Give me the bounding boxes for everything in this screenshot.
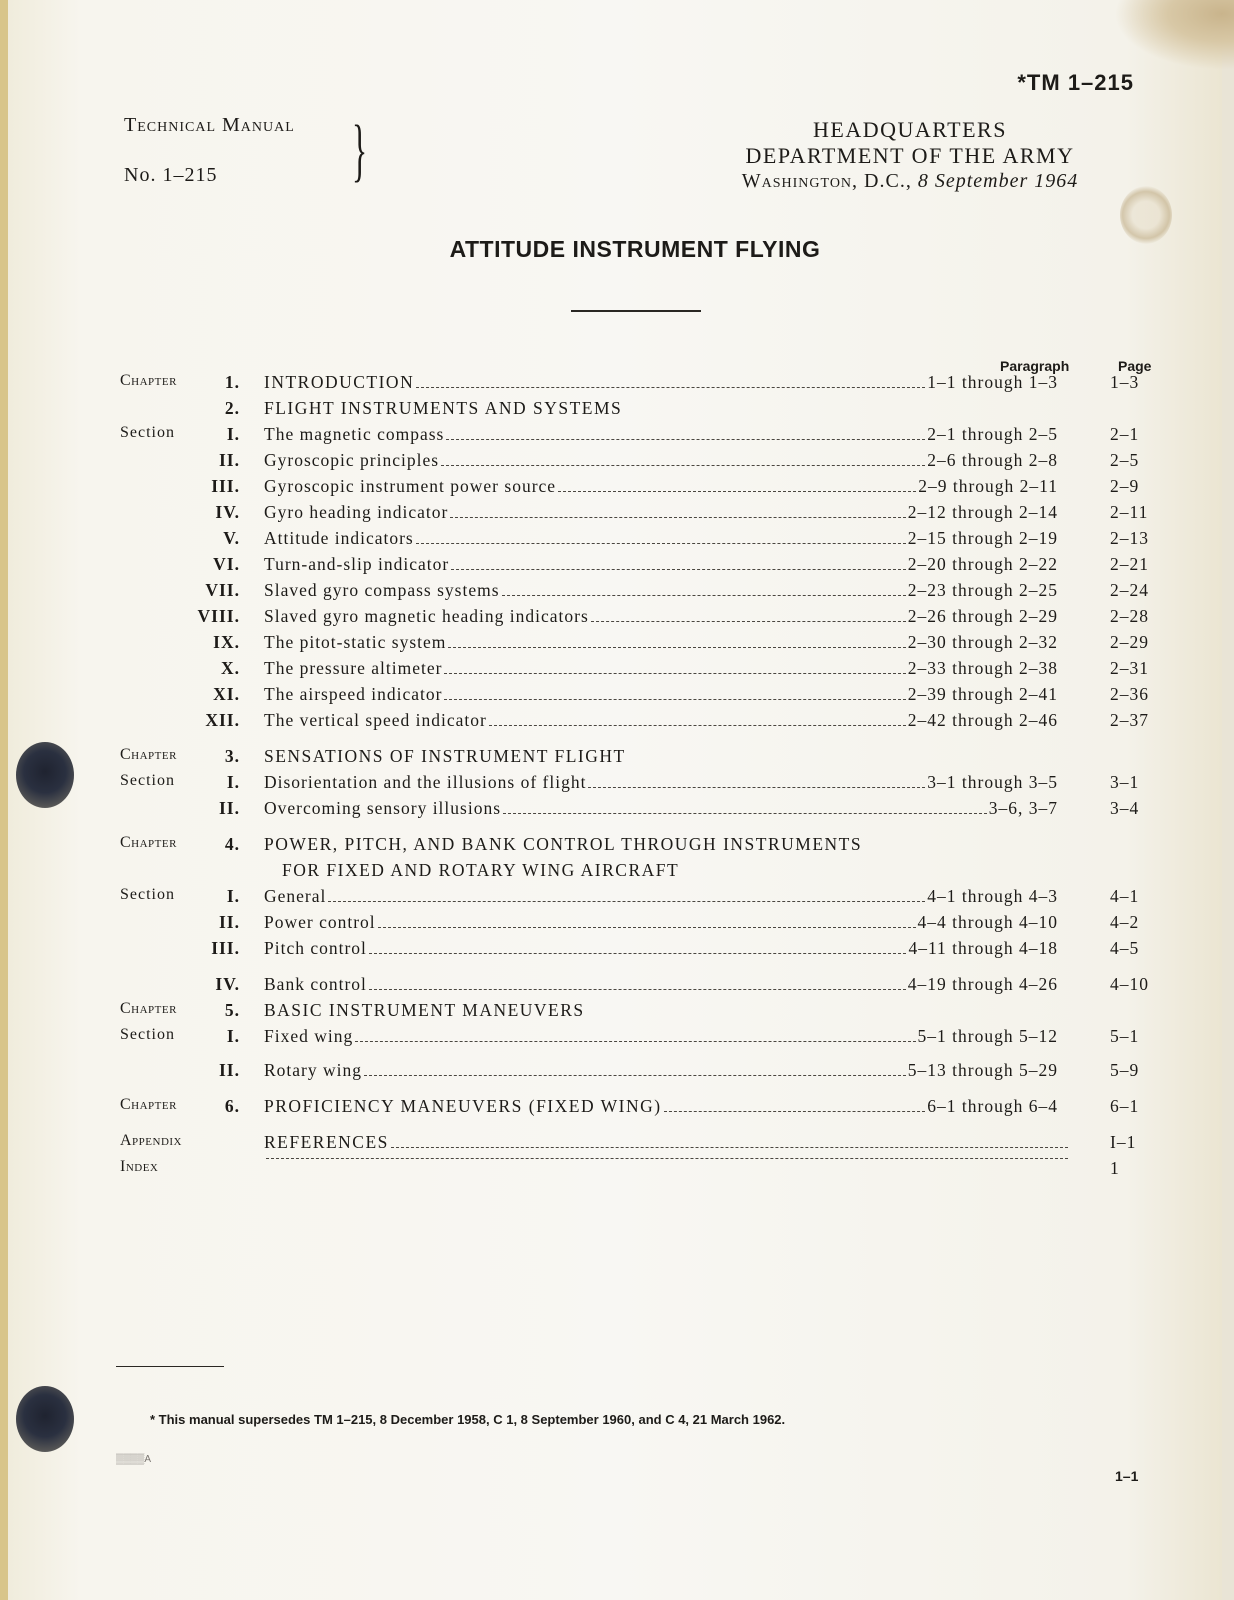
toc-row-entry bbox=[264, 476, 1058, 497]
toc-row-title: SENSATIONS OF INSTRUMENT FLIGHT bbox=[264, 746, 626, 766]
toc-row bbox=[0, 1096, 1234, 1120]
toc-row-title: FLIGHT INSTRUMENTS AND SYSTEMS bbox=[264, 398, 623, 418]
toc-row-title: REFERENCES bbox=[264, 1132, 389, 1152]
toc-row-number: II. bbox=[219, 798, 240, 818]
toc-row-entry bbox=[264, 710, 1058, 731]
toc-row-entry bbox=[264, 1158, 1070, 1164]
toc-row-kind: Chapter bbox=[120, 1000, 177, 1017]
toc-row-title: The vertical speed indicator bbox=[264, 710, 487, 730]
dot-leader bbox=[369, 989, 906, 990]
toc-row-page: 3–4 bbox=[1110, 798, 1140, 818]
toc-row-kind: Chapter bbox=[120, 372, 177, 389]
toc-row-paragraphs: 4–19 through 4–26 bbox=[907, 974, 1058, 994]
toc-row-page: 2–9 bbox=[1110, 476, 1140, 496]
toc-row-paragraphs: 4–4 through 4–10 bbox=[917, 912, 1058, 932]
department-line: DEPARTMENT OF THE ARMY bbox=[745, 143, 1075, 168]
toc-row-title: The airspeed indicator bbox=[264, 684, 443, 704]
corner-stain bbox=[1114, 0, 1234, 70]
toc-row-title: Pitch control bbox=[264, 938, 367, 958]
toc-row-kind: Chapter bbox=[120, 834, 177, 851]
toc-row-kind: Chapter bbox=[120, 1096, 177, 1113]
toc-row-entry bbox=[264, 798, 1058, 819]
toc-row-kind: Section bbox=[120, 424, 175, 441]
toc-row-number: 5. bbox=[224, 1000, 240, 1020]
toc-row-paragraphs: 2–15 through 2–19 bbox=[907, 528, 1058, 548]
toc-row-title: INTRODUCTION bbox=[264, 372, 415, 392]
toc-row-page: 2–1 bbox=[1110, 424, 1140, 444]
column-header-paragraph: Paragraph bbox=[1000, 358, 1070, 374]
dot-leader bbox=[664, 1111, 926, 1112]
toc-row-number: 6. bbox=[224, 1096, 240, 1116]
toc-row bbox=[0, 1060, 1234, 1084]
toc-row-number: I. bbox=[226, 772, 240, 792]
toc-row-entry bbox=[264, 606, 1058, 627]
toc-row-paragraphs: 2–9 through 2–11 bbox=[918, 476, 1058, 496]
toc-row-title: Overcoming sensory illusions bbox=[264, 798, 502, 818]
dot-leader bbox=[369, 953, 907, 954]
toc-row-title: Rotary wing bbox=[264, 1060, 363, 1080]
toc-row-entry bbox=[264, 502, 1058, 523]
toc-row-entry bbox=[264, 1026, 1058, 1047]
issue-date: 8 September 1964 bbox=[917, 170, 1079, 192]
toc-row-number: V. bbox=[223, 528, 240, 548]
toc-row bbox=[0, 1158, 1234, 1182]
dot-leader bbox=[328, 901, 925, 902]
toc-row-page: 2–5 bbox=[1110, 450, 1140, 470]
toc-row-number: III. bbox=[211, 938, 240, 958]
manual-number: No. 1–215 bbox=[124, 164, 218, 186]
toc-row-page: 2–36 bbox=[1110, 684, 1149, 704]
toc-row-number: XII. bbox=[205, 710, 240, 730]
location-date-line bbox=[700, 170, 1120, 193]
toc-row-title: Gyroscopic principles bbox=[264, 450, 440, 470]
toc-row-page: 6–1 bbox=[1110, 1096, 1140, 1116]
toc-row-number: I. bbox=[226, 1026, 240, 1046]
toc-row-page: 2–24 bbox=[1110, 580, 1149, 600]
toc-row-paragraphs: 2–1 through 2–5 bbox=[927, 424, 1058, 444]
toc-row bbox=[0, 476, 1234, 500]
toc-row bbox=[0, 424, 1234, 448]
toc-row-title: Gyroscopic instrument power source bbox=[264, 476, 557, 496]
dot-leader bbox=[558, 491, 916, 492]
dot-leader bbox=[416, 543, 906, 544]
toc-row-number: 3. bbox=[224, 746, 240, 766]
toc-row-entry bbox=[264, 912, 1058, 933]
toc-row bbox=[0, 746, 1234, 770]
toc-row-number: IX. bbox=[213, 632, 240, 652]
toc-row-number: 2. bbox=[224, 398, 240, 418]
toc-row-entry bbox=[264, 746, 1070, 767]
brace-mark: } bbox=[352, 112, 368, 189]
toc-row-entry bbox=[264, 450, 1058, 471]
location: Washington, D.C., bbox=[741, 170, 912, 192]
toc-row-kind: Section bbox=[120, 1026, 175, 1043]
toc-row-number: IV. bbox=[215, 974, 240, 994]
dot-leader bbox=[355, 1041, 915, 1042]
toc-row-title: Bank control bbox=[264, 974, 367, 994]
toc-row-page: 4–1 bbox=[1110, 886, 1140, 906]
toc-row bbox=[0, 798, 1234, 822]
footnote: * This manual supersedes TM 1–215, 8 December 1958, C 1, 8 September 1960, and C 4, 21 March 1962. bbox=[150, 1412, 786, 1427]
footnote-rule bbox=[116, 1366, 224, 1367]
document-title: ATTITUDE INSTRUMENT FLYING bbox=[449, 236, 821, 262]
print-code-mark: ▒▒▒▒A bbox=[116, 1454, 152, 1465]
toc-row-number: II. bbox=[219, 450, 240, 470]
toc-row-entry bbox=[264, 658, 1058, 679]
binder-hole-lower bbox=[16, 1386, 74, 1452]
toc-row-paragraphs: 2–30 through 2–32 bbox=[907, 632, 1058, 652]
toc-row-paragraphs: 2–6 through 2–8 bbox=[927, 450, 1058, 470]
toc-row bbox=[0, 528, 1234, 552]
toc-row-entry bbox=[264, 372, 1058, 393]
dot-leader bbox=[502, 595, 906, 596]
title-rule bbox=[571, 310, 701, 312]
toc-row-paragraphs: 2–26 through 2–29 bbox=[907, 606, 1058, 626]
toc-row bbox=[0, 1026, 1234, 1050]
toc-row-number: XI. bbox=[213, 684, 240, 704]
toc-row-title: Fixed wing bbox=[264, 1026, 354, 1046]
dot-leader bbox=[489, 725, 906, 726]
toc-row-title: Attitude indicators bbox=[264, 528, 414, 548]
toc-row-entry bbox=[264, 772, 1058, 793]
toc-row bbox=[0, 772, 1234, 796]
toc-row-entry bbox=[264, 1132, 1070, 1153]
dot-leader bbox=[364, 1075, 906, 1076]
toc-row bbox=[0, 912, 1234, 936]
toc-row-paragraphs: 2–12 through 2–14 bbox=[907, 502, 1058, 522]
toc-row-title: Slaved gyro magnetic heading indicators bbox=[264, 606, 589, 626]
toc-row-entry bbox=[264, 1096, 1058, 1117]
toc-row-kind: Index bbox=[120, 1158, 159, 1175]
toc-row-entry bbox=[264, 1060, 1058, 1081]
toc-row bbox=[0, 1132, 1234, 1156]
toc-row bbox=[0, 606, 1234, 630]
toc-row bbox=[0, 372, 1234, 396]
toc-row-title: Disorientation and the illusions of flight bbox=[264, 772, 587, 792]
toc-row bbox=[0, 632, 1234, 656]
toc-row-entry bbox=[264, 528, 1058, 549]
dot-leader bbox=[441, 465, 925, 466]
toc-row-paragraphs: 4–1 through 4–3 bbox=[927, 886, 1058, 906]
toc-row-page: I–1 bbox=[1110, 1132, 1137, 1152]
dot-leader bbox=[503, 813, 987, 814]
dot-leader bbox=[391, 1147, 1068, 1148]
toc-row-paragraphs: 6–1 through 6–4 bbox=[927, 1096, 1058, 1116]
toc-row bbox=[0, 554, 1234, 578]
toc-row-paragraphs: 5–1 through 5–12 bbox=[917, 1026, 1058, 1046]
toc-row-title: The magnetic compass bbox=[264, 424, 445, 444]
toc-row-title: POWER, PITCH, AND BANK CONTROL THROUGH INSTRUMENTS bbox=[264, 834, 863, 854]
toc-row bbox=[0, 684, 1234, 708]
toc-row-page: 2–29 bbox=[1110, 632, 1149, 652]
toc-row-paragraphs: 2–20 through 2–22 bbox=[907, 554, 1058, 574]
dot-leader bbox=[450, 517, 905, 518]
toc-row-page: 1 bbox=[1110, 1158, 1120, 1178]
toc-row-paragraphs: 2–23 through 2–25 bbox=[907, 580, 1058, 600]
toc-row bbox=[0, 658, 1234, 682]
toc-row-entry bbox=[264, 554, 1058, 575]
toc-row-number: 4. bbox=[224, 834, 240, 854]
toc-row-paragraphs: 4–11 through 4–18 bbox=[908, 938, 1058, 958]
toc-row-page: 4–10 bbox=[1110, 974, 1149, 994]
toc-row bbox=[0, 974, 1234, 998]
toc-row-page: 2–21 bbox=[1110, 554, 1149, 574]
toc-row bbox=[0, 580, 1234, 604]
toc-row-paragraphs: 2–42 through 2–46 bbox=[907, 710, 1058, 730]
toc-row-page: 2–11 bbox=[1110, 502, 1149, 522]
toc-row-entry bbox=[264, 1000, 1070, 1021]
toc-row-entry bbox=[264, 886, 1058, 907]
toc-row-number: II. bbox=[219, 1060, 240, 1080]
toc-row-entry bbox=[264, 580, 1058, 601]
toc-row-entry bbox=[264, 834, 1070, 855]
toc-row-page: 2–28 bbox=[1110, 606, 1149, 626]
dot-leader bbox=[451, 569, 906, 570]
toc-row-title: Turn-and-slip indicator bbox=[264, 554, 450, 574]
toc-row bbox=[0, 860, 1234, 884]
toc-row bbox=[0, 502, 1234, 526]
toc-row-number: I. bbox=[226, 886, 240, 906]
toc-row-number: III. bbox=[211, 476, 240, 496]
toc-row-entry bbox=[282, 860, 1088, 881]
tm-number: *TM 1–215 bbox=[1017, 70, 1134, 95]
toc-row-page: 1–3 bbox=[1110, 372, 1140, 392]
toc-row-number: VI. bbox=[213, 554, 240, 574]
toc-row bbox=[0, 1000, 1234, 1024]
headquarters-line: HEADQUARTERS bbox=[813, 117, 1007, 142]
toc-row-kind: Section bbox=[120, 772, 175, 789]
page-number: 1–1 bbox=[1115, 1468, 1139, 1484]
toc-row-page: 2–37 bbox=[1110, 710, 1149, 730]
toc-row bbox=[0, 710, 1234, 734]
toc-row-entry bbox=[264, 398, 1070, 419]
toc-row bbox=[0, 938, 1234, 962]
toc-row-number: VIII. bbox=[197, 606, 240, 626]
toc-row-page: 2–31 bbox=[1110, 658, 1149, 678]
toc-row-paragraphs: 2–33 through 2–38 bbox=[907, 658, 1058, 678]
dot-leader bbox=[266, 1158, 1068, 1159]
toc-row-page: 5–1 bbox=[1110, 1026, 1140, 1046]
toc-row-title: FOR FIXED AND ROTARY WING AIRCRAFT bbox=[282, 860, 680, 880]
toc-row-page: 4–2 bbox=[1110, 912, 1140, 932]
toc-row-title: General bbox=[264, 886, 327, 906]
toc-row-title: Power control bbox=[264, 912, 376, 932]
technical-manual-label: Technical Manual bbox=[124, 114, 295, 136]
toc-row bbox=[0, 450, 1234, 474]
toc-row-paragraphs: 5–13 through 5–29 bbox=[907, 1060, 1058, 1080]
toc-row-number: I. bbox=[226, 424, 240, 444]
toc-row-kind: Chapter bbox=[120, 746, 177, 763]
dot-leader bbox=[444, 699, 905, 700]
toc-row-entry bbox=[264, 684, 1058, 705]
toc-row-entry bbox=[264, 938, 1058, 959]
toc-row-paragraphs: 1–1 through 1–3 bbox=[927, 372, 1058, 392]
toc-row-kind: Appendix bbox=[120, 1132, 183, 1149]
toc-row-page: 2–13 bbox=[1110, 528, 1149, 548]
toc-row-page: 5–9 bbox=[1110, 1060, 1140, 1080]
toc-row-paragraphs: 3–6, 3–7 bbox=[988, 798, 1058, 818]
dot-leader bbox=[591, 621, 906, 622]
toc-row-paragraphs: 3–1 through 3–5 bbox=[927, 772, 1058, 792]
toc-row bbox=[0, 886, 1234, 910]
toc-row bbox=[0, 834, 1234, 858]
toc-row-title: The pitot-static system bbox=[264, 632, 447, 652]
toc-row bbox=[0, 398, 1234, 422]
dot-leader bbox=[416, 387, 925, 388]
toc-row-number: 1. bbox=[224, 372, 240, 392]
toc-row-kind: Section bbox=[120, 886, 175, 903]
toc-row-page: 3–1 bbox=[1110, 772, 1140, 792]
dot-leader bbox=[444, 673, 905, 674]
column-header-page: Page bbox=[1118, 358, 1152, 374]
dot-leader bbox=[588, 787, 925, 788]
toc-row-number: VII. bbox=[205, 580, 240, 600]
toc-row-title: Gyro heading indicator bbox=[264, 502, 449, 522]
toc-row-page: 4–5 bbox=[1110, 938, 1140, 958]
dot-leader bbox=[448, 647, 905, 648]
toc-row-number: X. bbox=[220, 658, 240, 678]
toc-row-number: IV. bbox=[215, 502, 240, 522]
toc-row-number: II. bbox=[219, 912, 240, 932]
toc-row-entry bbox=[264, 974, 1058, 995]
toc-row-title: BASIC INSTRUMENT MANEUVERS bbox=[264, 1000, 585, 1020]
toc-row-title: The pressure altimeter bbox=[264, 658, 443, 678]
toc-row-entry bbox=[264, 424, 1058, 445]
toc-row-paragraphs: 2–39 through 2–41 bbox=[907, 684, 1058, 704]
toc-row-title: Slaved gyro compass systems bbox=[264, 580, 500, 600]
toc-row-title: PROFICIENCY MANEUVERS (FIXED WING) bbox=[264, 1096, 662, 1116]
dot-leader bbox=[378, 927, 916, 928]
dot-leader bbox=[446, 439, 925, 440]
toc-row-entry bbox=[264, 632, 1058, 653]
